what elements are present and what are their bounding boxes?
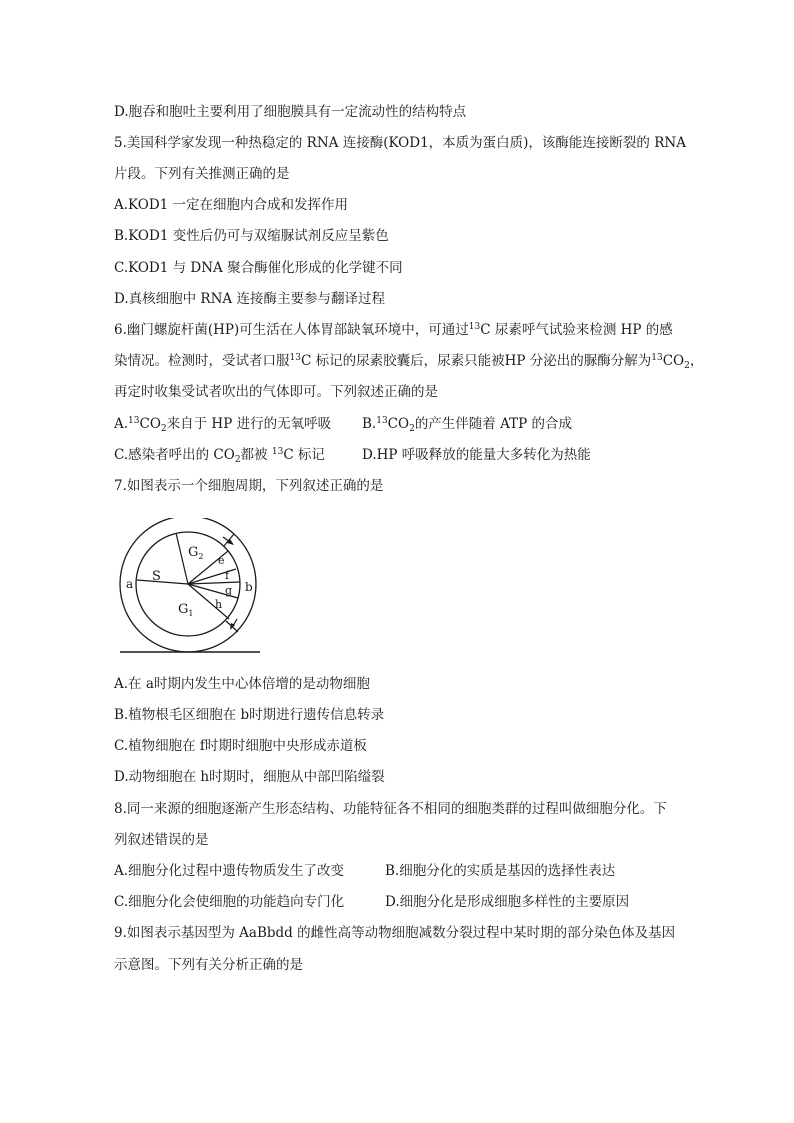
cell-cycle-diagram bbox=[110, 518, 270, 658]
q5-option-c: C.KOD1 与 DNA 聚合酶催化形成的化学键不同 bbox=[114, 260, 403, 276]
q7-option-b: B.植物根毛区细胞在 b时期进行遗传信息转录 bbox=[114, 707, 385, 723]
q7-option-c: C.植物细胞在 f时期时细胞中央形成赤道板 bbox=[114, 738, 367, 754]
q5-stem-line2: 片段。下列有关推测正确的是 bbox=[114, 166, 290, 182]
q6-option-d: D.HP 呼吸释放的能量大多转化为热能 bbox=[362, 447, 591, 463]
label-b: b bbox=[245, 580, 253, 594]
q5-option-a: A.KOD1 一定在细胞内合成和发挥作用 bbox=[114, 197, 349, 213]
q8-option-a: A.细胞分化过程中遗传物质发生了改变 bbox=[114, 863, 345, 879]
radius-g1-s bbox=[137, 580, 188, 584]
outer-circle bbox=[120, 518, 256, 652]
q4-option-d: D.胞吞和胞吐主要利用了细胞膜具有一定流动性的结构特点 bbox=[114, 104, 467, 120]
label-a: a bbox=[126, 577, 134, 591]
q6-stem-line2: 染情况。检测时，受试者口服$^{13}$C 标记的尿素胶囊后，尿素只能被HP 分泌出的脲酶分解为$^{13}CO_2$， bbox=[114, 353, 704, 371]
q8-stem-line2: 列叙述错误的是 bbox=[114, 832, 209, 848]
q7-option-a: A.在 a时期内发生中心体倍增的是动物细胞 bbox=[114, 676, 370, 692]
q6-option-c: C.感染者呼出的 $CO_2$都被 $^{13}$C 标记 bbox=[114, 447, 325, 465]
q7-option-d: D.动物细胞在 h时期时，细胞从中部凹陷缢裂 bbox=[114, 769, 385, 785]
q6-stem-line3: 再定时收集受试者吹出的气体即可。下列叙述正确的是 bbox=[114, 384, 438, 400]
label-g2: $G_2$ bbox=[188, 545, 204, 561]
label-h: h bbox=[215, 598, 223, 611]
q5-option-b: B.KOD1 变性后仍可与双缩脲试剂反应呈紫色 bbox=[114, 228, 389, 244]
label-f: f bbox=[225, 569, 230, 582]
q8-option-c: C.细胞分化会使细胞的功能趋向专门化 bbox=[114, 894, 345, 910]
q8-option-d: D.细胞分化是形成细胞多样性的主要原因 bbox=[385, 894, 630, 910]
label-s: S bbox=[152, 569, 161, 584]
q5-option-d: D.真核细胞中 RNA 连接酶主要参与翻译过程 bbox=[114, 291, 385, 307]
q5-stem-line1: 5.美国科学家发现一种热稳定的 RNA 连接酶(KOD1，本质为蛋白质)，该酶能连接断裂的 RNA bbox=[114, 135, 686, 151]
label-e: e bbox=[218, 554, 225, 567]
q7-stem: 7.如图表示一个细胞周期，下列叙述正确的是 bbox=[114, 478, 384, 494]
q6-stem-line1: 6.幽门螺旋杆菌(HP)可生活在人体胃部缺氧环境中，可通过$^{13}$C 尿素呼气试验来检测 HP 的感 bbox=[114, 322, 673, 338]
q9-stem-line1: 9.如图表示基因型为 AaBbdd 的雌性高等动物细胞减数分裂过程中某时期的部分染色体及基因 bbox=[114, 925, 676, 941]
q8-stem-line1: 8.同一来源的细胞逐渐产生形态结构、功能特征各不相同的细胞类群的过程叫做细胞分化。下 bbox=[114, 801, 667, 817]
label-g: g bbox=[225, 584, 233, 597]
q9-stem-line2: 示意图。下列有关分析正确的是 bbox=[114, 957, 303, 973]
q6-option-b: $B.^{13}CO_2$的产生伴随着 ATP 的合成 bbox=[362, 416, 572, 434]
radius-f-g bbox=[188, 582, 240, 584]
radius-s-g2 bbox=[176, 533, 188, 584]
q6-option-a: $A.^{13}CO_2$来自于 HP 进行的无氧呼吸 bbox=[114, 416, 332, 434]
label-g1: $G_1$ bbox=[178, 602, 194, 618]
q8-option-b: B.细胞分化的实质是基因的选择性表达 bbox=[385, 863, 616, 879]
